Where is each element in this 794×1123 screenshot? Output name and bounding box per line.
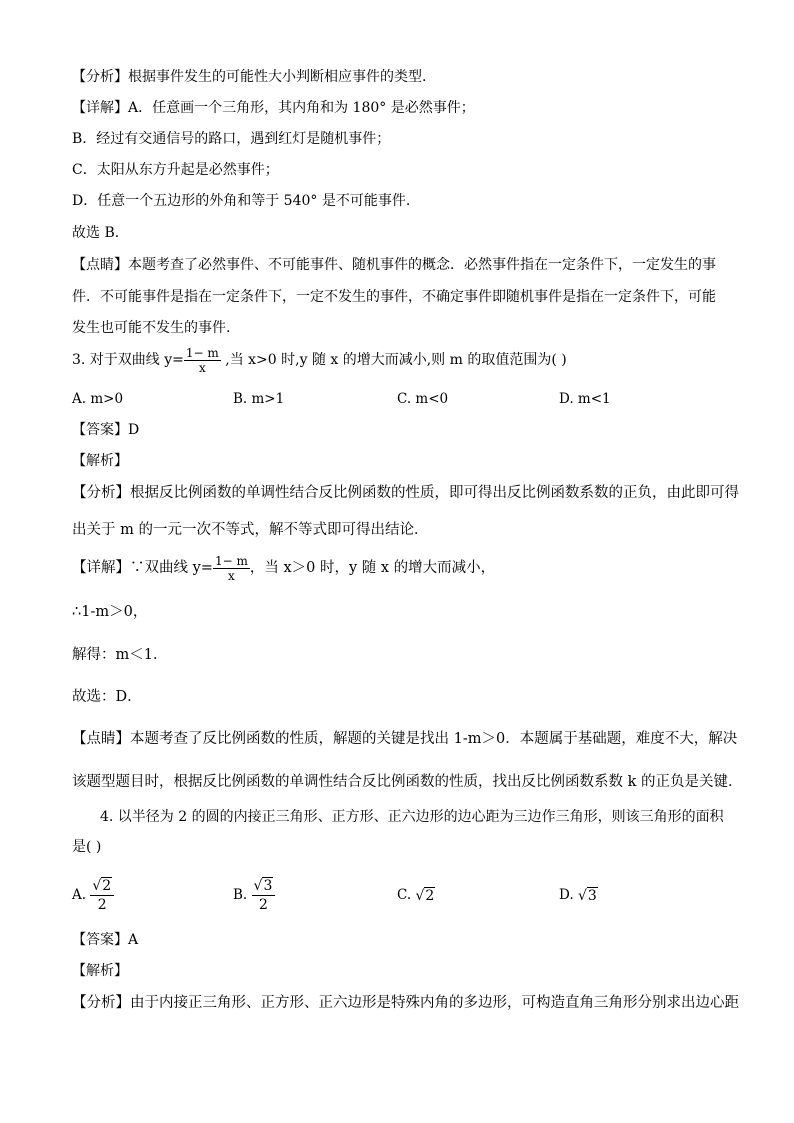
- q2-detail-d: D．任意一个五边形的外角和等于 540° 是不可能事件.: [72, 193, 411, 209]
- q3-option-b: B. m>1: [233, 391, 285, 407]
- q3-stem-fraction: [184, 346, 221, 375]
- q4-option-b-den: 2: [258, 897, 268, 913]
- sqrt-sign-icon: √: [253, 878, 263, 894]
- q2-comment-line-1: 【点睛】本题考查了必然事件、不可能事件、随机事件的概念．必然事件指在一定条件下，一定发生的事: [72, 257, 716, 273]
- q4-option-d-rad: 3: [587, 887, 597, 904]
- q3-comment-line-1: 【点睛】本题考查了反比例函数的性质，解题的关键是找出 1-m＞0．本题属于基础题，难度不大，解决: [72, 731, 738, 747]
- q3-option-a: A. m>0: [72, 391, 124, 407]
- q3-analysis-line-1: 【分析】根据反比例函数的单调性结合反比例函数的性质，即可得出反比例函数系数的正负，由此即可得: [72, 485, 739, 501]
- q3-jiexi: 【解析】: [72, 453, 128, 469]
- q3-option-c: C. m<0: [397, 391, 449, 407]
- q4-option-b-fraction: [252, 877, 276, 914]
- q4-option-c-rad: 2: [425, 887, 435, 904]
- sqrt-sign-icon: √: [415, 887, 425, 904]
- q2-analysis: 【分析】根据事件发生的可能性大小判断相应事件的类型.: [72, 69, 427, 85]
- q4-option-a: [72, 875, 114, 915]
- q3-detail-frac-num: 1− m: [214, 553, 248, 568]
- q2-detail-b: B．经过有交通信号的路口，遇到红灯是随机事件；: [72, 131, 391, 147]
- q4-stem-line-1: 4. 以半径为 2 的圆的内接正三角形、正方形、正六边形的边心距为三边作三角形，则该三角形的面积: [100, 809, 724, 825]
- q3-step-2: 解得：m＜1．: [72, 647, 168, 663]
- q4-option-b-label: B.: [233, 887, 248, 903]
- q4-stem-line-2: 是( ): [72, 839, 102, 855]
- q4-option-a-num: [90, 877, 114, 896]
- q4-option-a-rad: 2: [102, 878, 112, 894]
- q4-jiexi: 【解析】: [72, 963, 128, 979]
- q4-option-a-den: 2: [97, 897, 107, 913]
- q3-stem-suffix: ,当 x>0 时,y 随 x 的增大而减小,则 m 的取值范围为( ): [220, 352, 567, 368]
- q2-detail-c: C．太阳从东方升起是必然事件；: [72, 162, 279, 178]
- q4-option-b-num: [252, 877, 276, 896]
- q2-comment-line-2: 件．不可能事件是指在一定条件下，一定不发生的事件，不确定事件即随机事件是指在一定条件下，可能: [72, 289, 716, 305]
- q2-choice: 故选 B．: [72, 225, 129, 241]
- q3-detail-suffix: ，当 x＞0 时，y 随 x 的增大而减小，: [249, 560, 496, 576]
- q3-choice: 故选：D．: [72, 689, 142, 705]
- q4-option-c-label: C.: [397, 887, 412, 903]
- q3-stem: [72, 345, 567, 375]
- q3-detail-fraction: [213, 554, 250, 583]
- q3-comment-line-2: 该题型题目时，根据反比例函数的单调性结合反比例函数的性质，找出反比例函数系数 k 的正负是关键．: [72, 774, 743, 790]
- q2-comment-line-3: 发生也可能不发生的事件.: [72, 320, 231, 336]
- sqrt-sign-icon: √: [577, 887, 587, 904]
- sqrt-sign-icon: √: [92, 878, 102, 894]
- q3-stem-prefix: 3. 对于双曲线 y=: [72, 352, 184, 368]
- q4-option-b-rad: 3: [263, 878, 273, 894]
- q3-stem-frac-num: 1− m: [185, 345, 219, 360]
- q4-answer: 【答案】A: [72, 932, 139, 948]
- q3-option-d: D. m<1: [559, 391, 611, 407]
- q2-detail-a: 【详解】A．任意画一个三角形，其内角和为 180° 是必然事件；: [72, 100, 475, 116]
- q4-option-b: [233, 875, 275, 915]
- q3-detail: [72, 553, 495, 583]
- q3-answer: 【答案】D: [72, 422, 140, 438]
- q4-option-c: [397, 880, 435, 911]
- q4-option-d-label: D.: [559, 887, 574, 903]
- q3-step-1: ∴1-m＞0，: [72, 604, 148, 620]
- q3-stem-frac-den: x: [198, 360, 206, 375]
- q3-detail-prefix: 【详解】∵双曲线 y=: [72, 560, 213, 576]
- q4-option-a-label: A.: [72, 887, 87, 903]
- q4-analysis-line-1: 【分析】由于内接正三角形、正方形、正六边形是特殊内角的多边形，可构造直角三角形分别求出边心距: [72, 995, 739, 1011]
- q4-option-a-fraction: [90, 877, 114, 914]
- q4-option-d: [559, 880, 598, 911]
- q3-analysis-line-2: 出关于 m 的一元一次不等式，解不等式即可得出结论．: [72, 522, 429, 538]
- q3-detail-frac-den: x: [228, 568, 235, 583]
